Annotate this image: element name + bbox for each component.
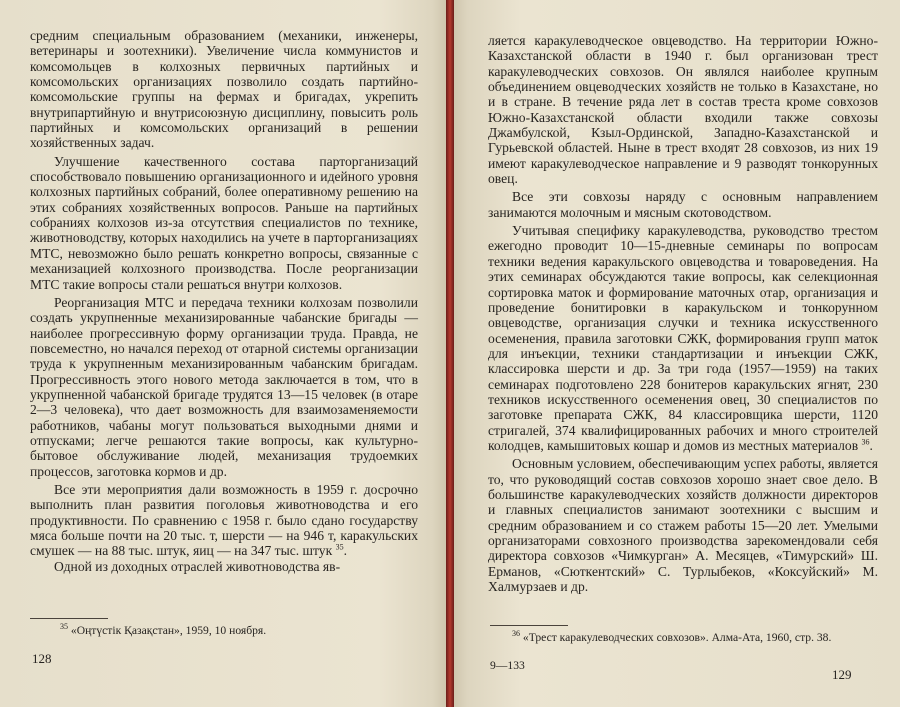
- paragraph: Реорганизация МТС и передача техники колхозам позволили создать укрупненные механизированные чабанские бригады — наиболее прогрессивную форму организации труда. Правда, не повсеместно, но начался переход от отарной системы организации труда к укрупненным механизированным чабанским бригадам. Прогрессивность этого нового метода заключается в том, что в укрупненной чабанской бригаде трудятся 13—15 человек (в отаре 2—3 человека), что дает возможность для взаимозаменяемости работников, чабаны могут пользоваться выходными днями и отпусками; легче решаются такие вопросы, как культурно-бытовое обслуживание людей, механизация трудоемких процессов, заготовка кормов и др.: [30, 294, 418, 479]
- footnote-text: «Оңтүстік Қазақстан», 1959, 10 ноября.: [70, 624, 267, 637]
- footnote-marker: 36: [861, 437, 870, 447]
- left-page-body: [30, 28, 418, 574]
- footnote: [490, 631, 886, 645]
- footnote-text: «Трест каракулеводческих совхозов». Алма-Ата, 1960, стр. 38.: [522, 631, 832, 644]
- right-page: [454, 0, 900, 707]
- paragraph-text: Учитывая специфику каракулеводства, руководство трестом ежегодно проводит 10—15-дневные семинары по вопросам техники ведения каракульского овцеводства и товароведения. На этих семинарах обсуждаются такие вопросы, как селекционная сортировка маток и формирование маточных отар, организация и проведение бонитировки в каракульском и тонкорунном овцеводстве, организация случки и техника искусственного осеменения, правила заготовки СЖК, формирования групп маток для инъекции, техники стандартизации и инъекции СЖК, классировка шерсти и др. За три года (1957—1959) на таких семинарах подготовлено 228 бонитеров каракульских ягнят, 230 техников искусственного осеменения овец, 30 специалистов по заготовке препарата СЖК, 84 классировщика шерсти, 1120 стригалей, 374 квалифицированных рабочих и много строителей колодцев, камышитовых кошар и домов из местных материалов: [488, 223, 878, 453]
- footnote-number: 35: [60, 622, 68, 632]
- footnote-rule: [30, 618, 108, 619]
- left-page: [0, 0, 446, 707]
- footnote: [60, 624, 420, 638]
- page-number: 128: [32, 651, 52, 666]
- footnote-number: 36: [512, 629, 520, 639]
- footnote-marker: 35: [335, 542, 344, 552]
- right-page-body: [488, 33, 878, 594]
- footnote-rule: [490, 625, 568, 626]
- paragraph: Улучшение качественного состава парторганизаций способствовало повышению организационного и идейного уровня колхозных партийных собраний, более оперативному решению на этих собраниях хозяйственных вопросов. Раньше на партийных собраниях колхозов из-за отсутствия специалистов по технике, животноводству, которых находились на учете в парторганизациях МТС, невозможно было решать конкретно вопросы, связанные с механизацией колхозного производства. После реорганизации МТС такие вопросы стали решаться внутри колхозов.: [30, 153, 418, 292]
- paragraph-text: Все эти мероприятия дали возможность в 1959 г. досрочно выполнить план развития поголовья животноводства и его продуктивности. По сравнению с 1958 г. было сдано государству мяса больше почти на 20 тыс. т, шерсти — на 946 т, каракульских смушек — на 88 тыс. штук, яиц — на 347 тыс. штук: [30, 481, 418, 559]
- page-number: 129: [832, 667, 852, 682]
- paragraph: ляется каракулеводческое овцеводство. На территории Южно-Казахстанской области в 1940 г. был организован трест каракулеводческих совхозов. Он являлся наиболее крупным объединением овцеводческих хозяйств не только в Казахстане, но и в стране. В течение ряда лет в состав треста кроме совхозов Южно-Казахстанской области входили также совхозы Джамбулской, Кзыл-Ординской, Западно-Казахстанской и Гурьевской областей. Ныне в трест входят 28 совхозов, из них 19 имеют каракулеводческое направление и 9 разводят тонкорунных овец.: [488, 33, 878, 187]
- paragraph: Все эти совхозы наряду с основным направлением занимаются молочным и мясным скотоводством.: [488, 189, 878, 220]
- printer-signature: 9—133: [490, 659, 525, 672]
- paragraph-with-footnote: Все эти мероприятия дали возможность в 1959 г. досрочно выполнить план развития поголовья животноводства и его продуктивности. По сравнению с 1958 г. было сдано государству мяса больше почти на 20 тыс. т, шерсти — на 946 т, каракульских смушек — на 88 тыс. штук, яиц — на 347 тыс. штук $^{35}$.: [30, 481, 418, 559]
- paragraph: Одной из доходных отраслей животноводства яв-: [54, 558, 341, 574]
- paragraph-with-footnote: Учитывая специфику каракулеводства, руководство трестом ежегодно проводит 10—15-дневные семинары по вопросам техники ведения каракульского овцеводства и товароведения. На этих семинарах обсуждаются такие вопросы, как селекционная сортировка маток и формирование маточных отар, организация и проведение бонитировки в каракульском и тонкорунном овцеводстве, организация случки и техника искусственного осеменения, правила заготовки СЖК, формирования групп маток для инъекции, техники стандартизации и инъекции СЖК, классировка шерсти и др. За три года (1957—1959) на таких семинарах подготовлено 228 бонитеров каракульских ягнят, 230 техников искусственного осеменения овец, 30 специалистов по заготовке препарата СЖК, 84 классировщика шерсти, 1120 стригалей, 374 квалифицированных рабочих и много строителей колодцев, камышитовых кошар и домов из местных материалов $^{36}$.: [488, 223, 878, 453]
- paragraph: средним специальным образованием (механики, инженеры, ветеринары и зоотехники). Увеличение числа коммунистов и комсомольцев в колхозных первичных партийных и комсомольских организациях позволило создать партийно-комсомольские группы на фермах и бригадах, укрепить внутрипартийную и внутрисоюзную дисциплину, повысить роль партийных и комсомольских организаций в решении хозяйственных задач.: [30, 28, 418, 151]
- book-gutter: [446, 0, 454, 707]
- paragraph: Основным условием, обеспечивающим успех работы, является то, что руководящий состав совхозов хорошо знает свое дело. В большинстве каракулеводческих хозяйств должности директоров и главных специалистов занимают зоотехники с высшим и средним образованием и со стажем работы 15—20 лет. Умелыми организаторами совхозного производства зарекомендовали себя директора совхозов «Чимкурган» А. Месяцев, «Тимурский» Ш. Ерманов, «Сюткентский» С. Турлыбеков, «Коксуйский» М. Халмурзаев и др.: [488, 456, 878, 595]
